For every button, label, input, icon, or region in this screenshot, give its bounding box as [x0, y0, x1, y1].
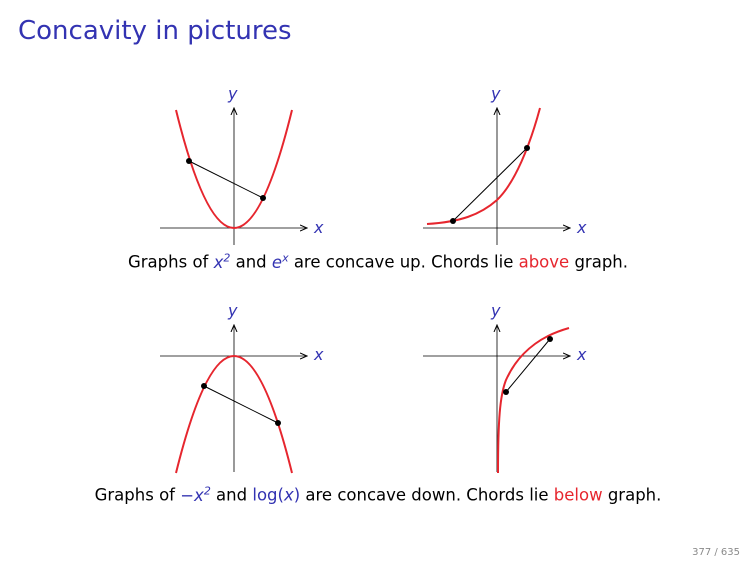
chord-point [503, 389, 509, 395]
math-base: −x [180, 485, 204, 505]
math-x-squared [214, 253, 231, 272]
curve-log [498, 328, 569, 473]
math-exp [272, 253, 289, 272]
slide-title: Concavity in pictures [18, 16, 292, 46]
caption-text: Graphs of [94, 485, 181, 505]
x-axis-label: x [314, 345, 324, 364]
math-exponent: x [282, 251, 289, 264]
math-exponent: 2 [203, 484, 211, 497]
plot-x-squared [160, 84, 324, 245]
chord [506, 339, 550, 392]
caption-text: are concave down. Chords lie [300, 485, 554, 505]
chord-point [201, 383, 207, 389]
x-axis-label: x [577, 345, 587, 364]
caption-text: are concave up. Chords lie [288, 252, 519, 272]
y-axis-label: y [491, 301, 501, 320]
caption-text: Graphs of [127, 252, 214, 272]
chord-point [275, 420, 281, 426]
y-axis-label: y [491, 84, 501, 103]
math-exponent: 2 [223, 251, 231, 264]
math-neg-x-squared [180, 486, 211, 505]
highlight-above: above [518, 252, 570, 272]
math-base: x [213, 252, 224, 272]
y-axis-label: y [228, 301, 238, 320]
chord-point [547, 336, 553, 342]
curve-exp [427, 108, 540, 224]
page-number: 377 / 635 [692, 547, 740, 558]
plot-exp [423, 84, 587, 245]
chord-point [450, 218, 456, 224]
caption-text: and [210, 485, 253, 505]
chord-point [260, 195, 266, 201]
math-func: log( [252, 485, 284, 505]
math-paren: ) [293, 485, 301, 505]
highlight-below: below [553, 485, 603, 505]
caption-concave-down [0, 484, 756, 505]
x-axis-label: x [314, 218, 324, 237]
caption-text: graph. [602, 485, 662, 505]
caption-text: graph. [569, 252, 628, 272]
plot-neg-x-squared [160, 301, 324, 473]
y-axis-label: y [228, 84, 238, 103]
x-axis-label: x [577, 218, 587, 237]
math-var: x [283, 485, 294, 505]
math-base: e [271, 252, 283, 272]
chord-point [524, 145, 530, 151]
chord [189, 161, 263, 198]
math-log [252, 486, 300, 505]
chord [453, 148, 527, 221]
caption-concave-up [0, 251, 756, 272]
chord-point [186, 158, 192, 164]
caption-text: and [230, 252, 272, 272]
plot-log [423, 301, 587, 473]
